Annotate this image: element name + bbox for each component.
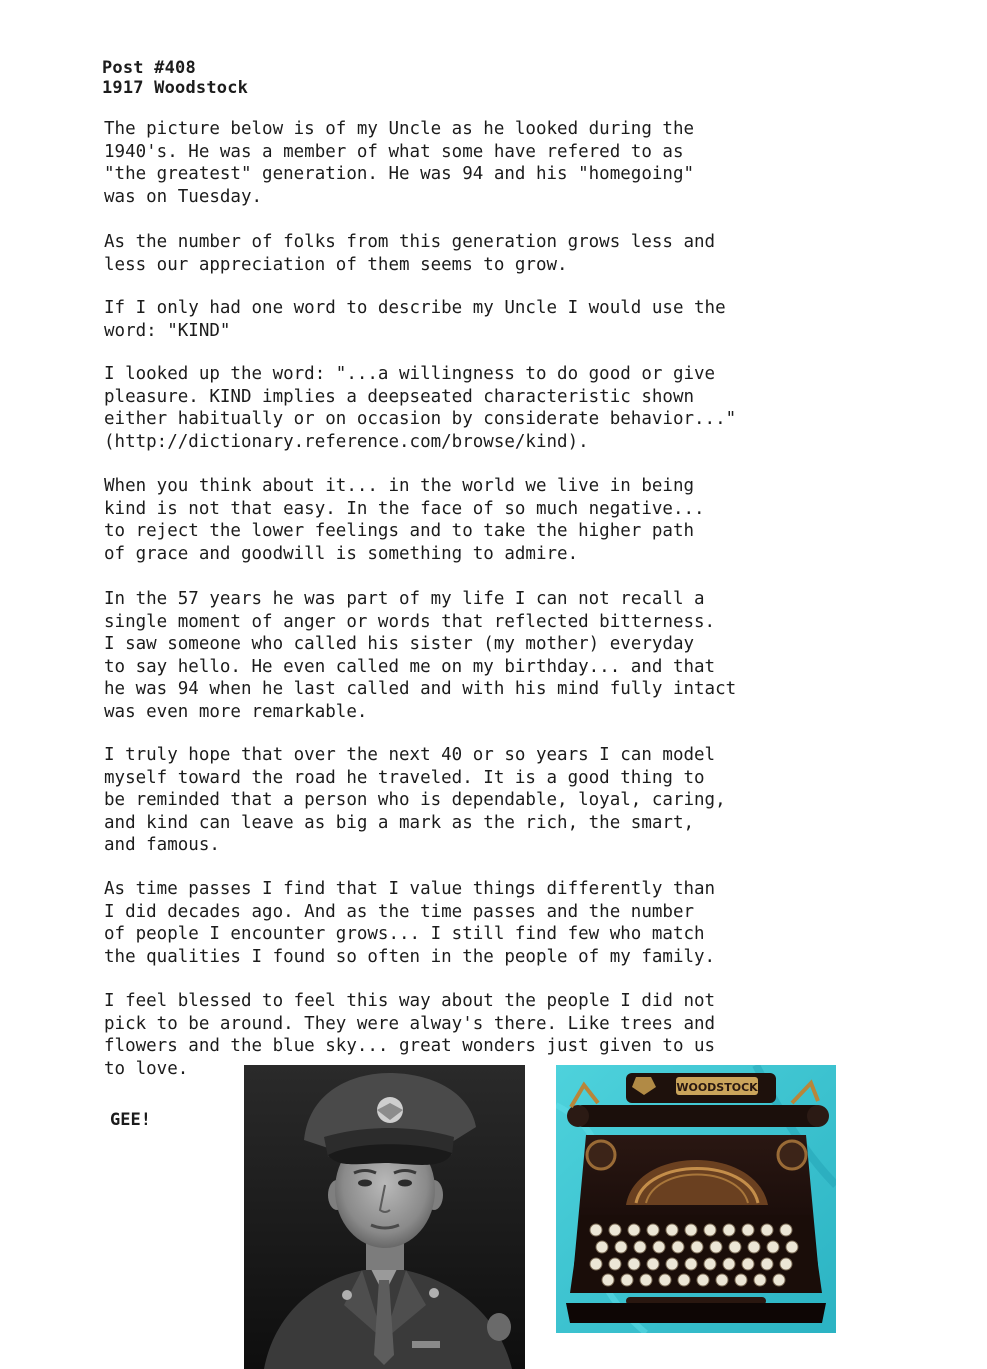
text-line: be reminded that a person who is dependable, loyal, caring, — [104, 790, 726, 811]
text-line: If I only had one word to describe my Uncle I would use the — [104, 298, 726, 318]
text-line: I did decades ago. And as the time passes and the number — [104, 901, 695, 922]
text-line: (http://dictionary.reference.com/browse/kind). — [104, 431, 589, 452]
woodstock-logo-text: WOODSTOCK — [676, 1081, 758, 1094]
text-line: myself toward the road he traveled. It is a good thing to — [104, 767, 705, 788]
post-number: Post #408 — [102, 58, 196, 78]
text-line: pick to be around. They were alway's there. Like trees and — [104, 1013, 716, 1034]
paragraph-6 — [104, 588, 736, 724]
soldier-portrait-icon — [244, 1065, 525, 1369]
text-line: and kind can leave as big a mark as the rich, the smart, — [104, 812, 695, 833]
paragraph-7 — [104, 744, 726, 857]
soldier-portrait-photo — [244, 1065, 525, 1369]
text-line: was even more remarkable. — [104, 701, 368, 722]
text-line: pleasure. KIND implies a deepseated characteristic shown — [104, 386, 695, 407]
typewriter-icon — [556, 1065, 836, 1333]
text-line: to love. — [104, 1058, 189, 1079]
text-line: either habitually or on occasion by considerate behavior..." — [104, 409, 737, 430]
text-line: of people I encounter grows... I still find few who match — [104, 924, 705, 945]
text-line: kind is not that easy. In the face of so much negative... — [104, 498, 705, 519]
paragraph-2 — [104, 231, 715, 276]
post-subtitle: 1917 Woodstock — [102, 78, 249, 98]
paragraph-3 — [104, 297, 726, 342]
woodstock-typewriter-photo — [556, 1065, 836, 1333]
text-line: he was 94 when he last called and with his mind fully intact — [104, 679, 737, 700]
text-line: single moment of anger or words that reflected bitterness. — [104, 611, 716, 632]
paragraph-8 — [104, 878, 715, 968]
paragraph-4 — [104, 363, 736, 453]
text-line: and famous. — [104, 835, 220, 856]
text-line: In the 57 years he was part of my life I can not recall a — [104, 589, 705, 609]
text-line: The picture below is of my Uncle as he looked during the — [104, 119, 695, 139]
text-line: I feel blessed to feel this way about the people I did not — [104, 991, 716, 1011]
text-line: the qualities I found so often in the people of my family. — [104, 946, 716, 967]
text-line: to say hello. He even called me on my birthday... and that — [104, 656, 716, 677]
text-line: As the number of folks from this generation grows less and — [104, 232, 716, 252]
text-line: flowers and the blue sky... great wonders just given to us — [104, 1036, 716, 1057]
text-line: word: "KIND" — [104, 320, 231, 341]
text-line: I looked up the word: "...a willingness to do good or give — [104, 364, 716, 384]
letter-header — [102, 58, 248, 98]
text-line: "the greatest" generation. He was 94 and his "homegoing" — [104, 164, 695, 185]
paragraph-5 — [104, 475, 705, 565]
text-line: I saw someone who called his sister (my mother) everyday — [104, 634, 695, 655]
text-line: was on Tuesday. — [104, 186, 263, 207]
text-line: less our appreciation of them seems to grow. — [104, 254, 568, 275]
text-line: 1940's. He was a member of what some have refered to as — [104, 141, 684, 162]
text-line: As time passes I find that I value things differently than — [104, 879, 716, 899]
text-line: I truly hope that over the next 40 or so years I can model — [104, 745, 716, 765]
paragraph-1 — [104, 118, 694, 208]
text-line: to reject the lower feelings and to take the higher path — [104, 521, 695, 542]
text-line: When you think about it... in the world we live in being — [104, 476, 695, 496]
text-line: of grace and goodwill is something to admire. — [104, 543, 579, 564]
signoff: GEE! — [110, 1110, 151, 1130]
